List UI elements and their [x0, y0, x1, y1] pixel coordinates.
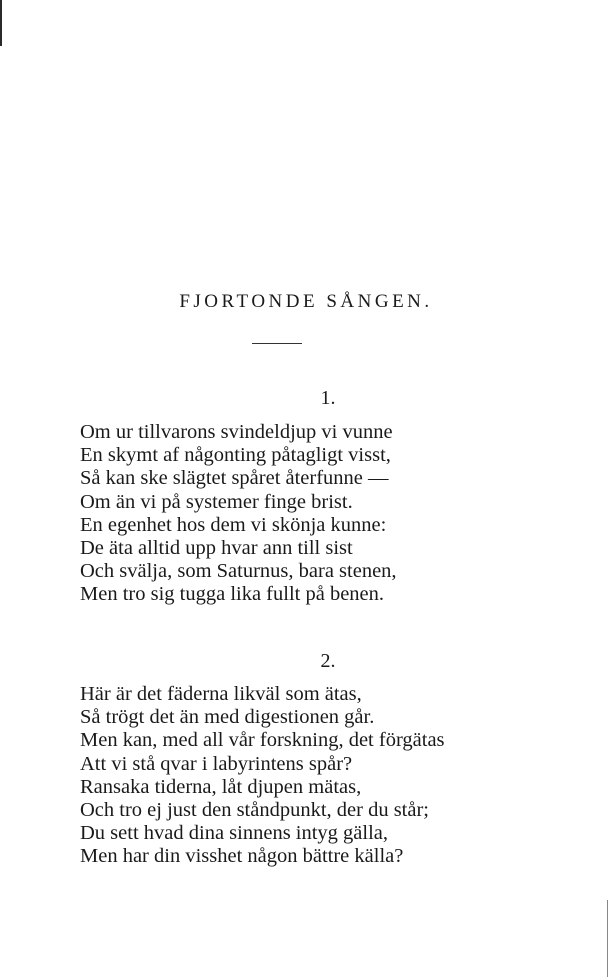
verse-line: Och svälja, som Saturnus, bara stenen, [80, 560, 397, 583]
verse-line: Du sett hvad dina sinnens intyg gälla, [80, 822, 389, 845]
verse-line: Men har din visshet någon bättre källa? [80, 845, 404, 868]
verse-line: Om än vi på systemer finge brist. [80, 490, 353, 513]
stanza-number-1: 1. [320, 387, 336, 409]
verse-line: Men kan, med all vår forskning, det förgätas [80, 729, 445, 752]
verse-line: Så trögt det än med digestionen går. [80, 706, 375, 729]
verse-line: Ransaka tiderna, låt djupen mätas, [80, 775, 362, 798]
stanza-number-2: 2. [320, 650, 336, 672]
verse-line: Och tro ej just den ståndpunkt, der du står; [80, 798, 430, 821]
page-edge-left [0, 0, 2, 46]
verse-line: De äta alltid upp hvar ann till sist [80, 536, 353, 559]
verse-line: Men tro sig tugga lika fullt på benen. [80, 583, 385, 606]
verse-line: En egenhet hos dem vi skönja kunne: [80, 513, 387, 536]
verse-line: Här är det fäderna likväl som ätas, [80, 683, 362, 705]
stanza-2 [80, 683, 445, 869]
stanza-1 [80, 421, 397, 607]
verse-line: Så kan ske slägtet spåret återfunne — [80, 467, 389, 490]
verse-line: En skymt af någonting påtagligt visst, [80, 444, 391, 467]
title-divider [252, 343, 302, 344]
verse-line: Att vi stå qvar i labyrintens spår? [80, 752, 353, 775]
verse-line: Om ur tillvarons svindeldjup vi vunne [80, 421, 393, 443]
chapter-title: FJORTONDE SÅNGEN. [179, 291, 433, 312]
